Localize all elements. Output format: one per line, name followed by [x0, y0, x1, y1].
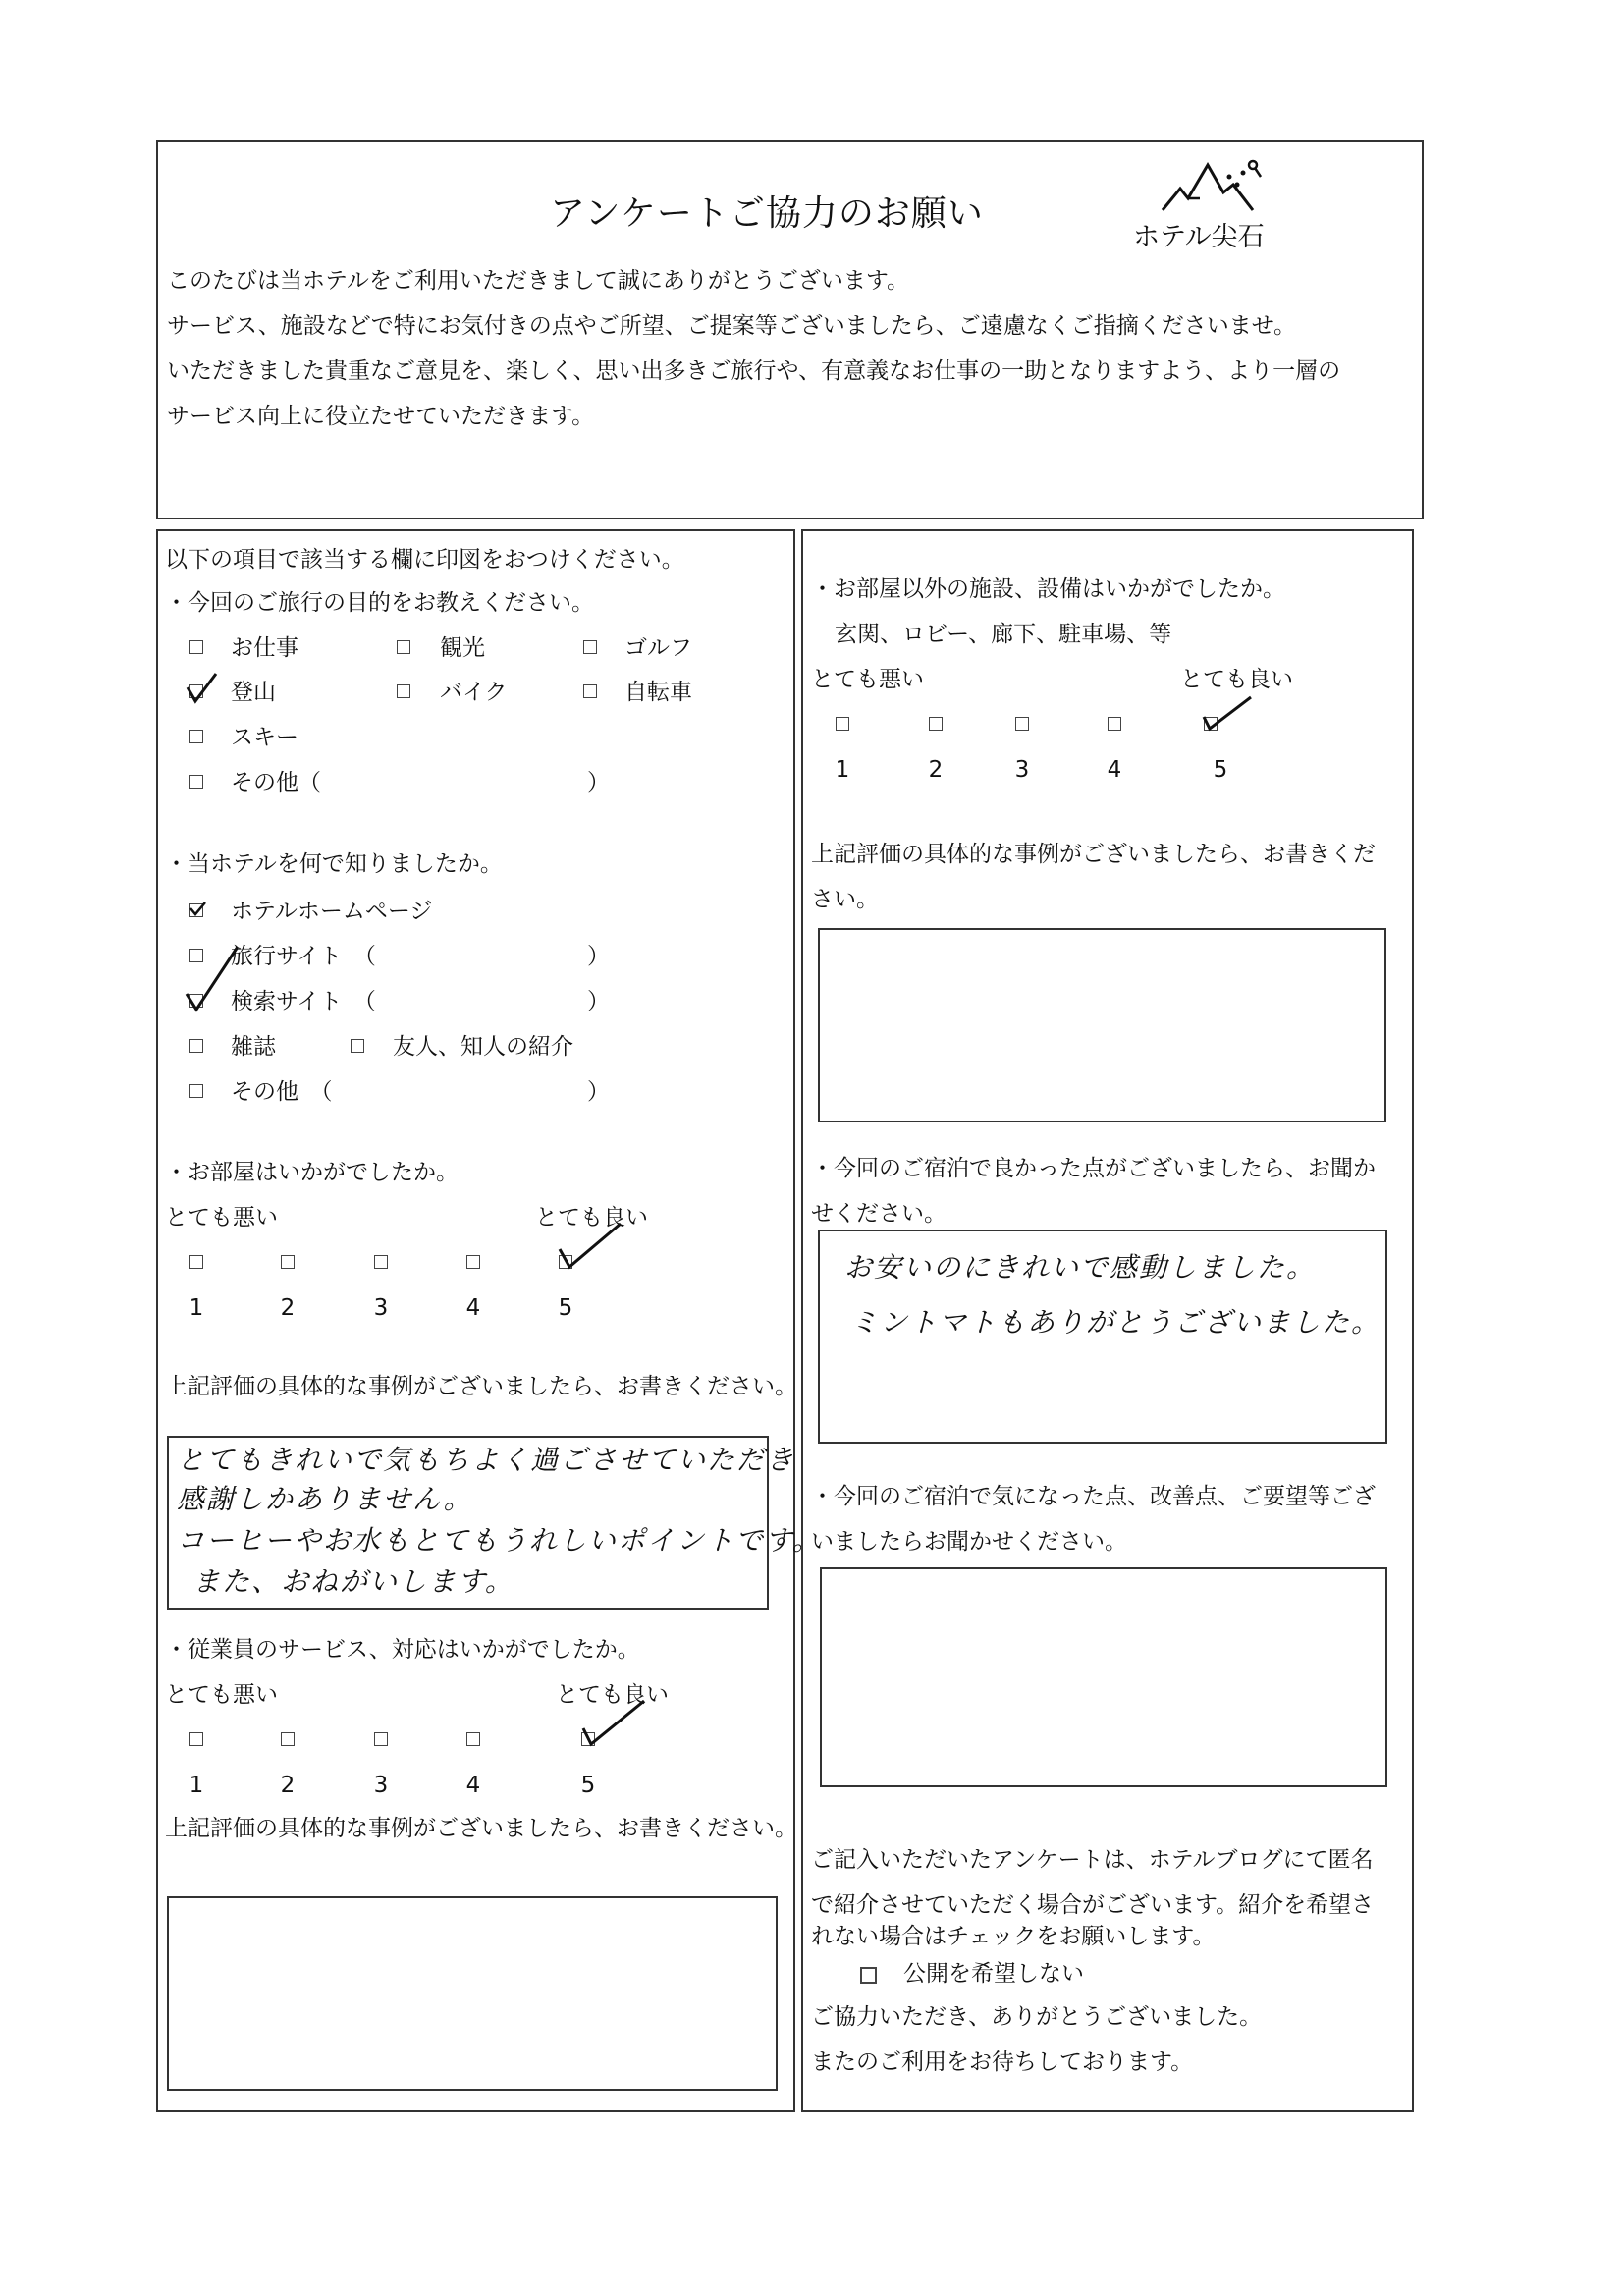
source-other-checkbox[interactable]	[189, 1084, 203, 1098]
room-comment-line-2: 感謝しかありません。	[177, 1483, 473, 1515]
staff-scale-5: 5	[580, 1773, 596, 1798]
purpose-sightseeing-label: 観光	[440, 635, 485, 661]
room-question: ・お部屋はいかがでしたか。	[165, 1160, 459, 1185]
notice-line-1: ご記入いただいたアンケートは、ホテルブログにて匿名	[811, 1847, 1374, 1873]
purpose-sightseeing-checkbox[interactable]	[397, 640, 410, 654]
opt-out-checkbox[interactable]	[860, 1967, 877, 1984]
purpose-ski-label: スキー	[231, 725, 298, 750]
facilities-comment-prompt-line-1: 上記評価の具体的な事例がございましたら、お書きくだ	[811, 842, 1376, 867]
good-points-comment-line-2: ミントマトもありがとうございました。	[850, 1306, 1381, 1339]
facilities-rating-1-checkbox[interactable]	[836, 717, 849, 731]
room-low-label: とても悪い	[165, 1205, 278, 1230]
room-scale-4: 4	[465, 1295, 481, 1321]
good-points-question-line-1: ・今回のご宿泊で良かった点がございましたら、お聞か	[811, 1156, 1376, 1181]
room-rating-4-checkbox[interactable]	[466, 1255, 480, 1269]
staff-scale-2: 2	[280, 1773, 296, 1798]
intro-line-1: このたびは当ホテルをご利用いただきまして誠にありがとうございます。	[167, 268, 910, 294]
room-high-label: とても良い	[535, 1205, 648, 1230]
facilities-comment-box[interactable]	[818, 928, 1386, 1122]
room-scale-3: 3	[373, 1295, 389, 1321]
staff-scale-1: 1	[189, 1773, 204, 1798]
facilities-scale-1: 1	[835, 757, 850, 783]
source-travel-site-close-paren: ）	[587, 944, 610, 969]
good-points-comment-line-1: お安いのにきれいで感動しました。	[844, 1251, 1317, 1284]
good-points-question-line-2: せください。	[811, 1201, 947, 1227]
purpose-climbing-check-mark-icon	[185, 672, 228, 705]
facilities-comment-prompt-line-2: さい。	[811, 887, 879, 912]
purpose-bicycle-checkbox[interactable]	[583, 684, 597, 698]
source-magazine-label: 雑誌	[231, 1034, 276, 1060]
room-comment-line-1: とてもきれいで気もちよく過ごさせていただき	[177, 1444, 796, 1476]
source-other-close-paren: ）	[587, 1079, 610, 1105]
facilities-rating-5-check-mark-icon	[1200, 695, 1255, 735]
staff-rating-2-checkbox[interactable]	[281, 1732, 295, 1746]
notice-line-2: で紹介させていただく場合がございます。紹介を希望さ	[811, 1892, 1375, 1918]
purpose-bike-label: バイク	[440, 680, 508, 705]
facilities-rating-4-checkbox[interactable]	[1108, 717, 1121, 731]
staff-rating-5-check-mark-icon	[579, 1699, 648, 1750]
room-rating-3-checkbox[interactable]	[374, 1255, 388, 1269]
source-search-site-label: 検索サイト （	[231, 989, 376, 1014]
staff-scale-3: 3	[373, 1773, 389, 1798]
facilities-scale-3: 3	[1014, 757, 1030, 783]
room-scale-2: 2	[280, 1295, 296, 1321]
purpose-bike-checkbox[interactable]	[397, 684, 410, 698]
thanks-line-1: ご協力いただき、ありがとうございました。	[811, 2004, 1263, 2030]
opt-out-label: 公開を希望しない	[903, 1961, 1084, 1987]
intro-line-4: サービス向上に役立たせていただきます。	[167, 404, 595, 429]
facilities-high-label: とても良い	[1180, 667, 1293, 692]
intro-line-2: サービス、施設などで特にお気付きの点やご所望、ご提案等ございましたら、ご遠慮なくご指摘くださいませ。	[167, 313, 1296, 339]
purpose-business-checkbox[interactable]	[189, 640, 203, 654]
room-comment-prompt: 上記評価の具体的な事例がございましたら、お書きください。	[165, 1374, 797, 1399]
room-comment-line-4: また、おねがいします。	[192, 1565, 514, 1598]
facilities-scale-4: 4	[1107, 757, 1122, 783]
purpose-business-label: お仕事	[231, 635, 298, 661]
improvements-question-line-1: ・今回のご宿泊で気になった点、改善点、ご要望等ござ	[811, 1484, 1376, 1509]
purpose-other-close-paren: ）	[587, 770, 610, 795]
staff-rating-4-checkbox[interactable]	[466, 1732, 480, 1746]
purpose-ski-checkbox[interactable]	[189, 730, 203, 743]
room-comment-line-3: コーヒーやお水もとてもうれしいポイントです。	[177, 1524, 822, 1557]
intro-line-3: いただきました貴重なご意見を、楽しく、思い出多きご旅行や、有意義なお仕事の一助となりますよう、より一層の	[167, 358, 1341, 384]
purpose-golf-label: ゴルフ	[624, 635, 692, 661]
purpose-bicycle-label: 自転車	[624, 680, 692, 705]
staff-scale-4: 4	[465, 1773, 481, 1798]
notice-line-3: れない場合はチェックをお願いします。	[811, 1924, 1216, 1949]
hotel-logo-mountain-icon	[1159, 155, 1267, 216]
staff-comment-box[interactable]	[167, 1896, 778, 2091]
facilities-question: ・お部屋以外の施設、設備はいかがでしたか。	[811, 576, 1285, 602]
staff-question: ・従業員のサービス、対応はいかがでしたか。	[165, 1637, 640, 1663]
source-question: ・当ホテルを何で知りましたか。	[165, 851, 503, 877]
facilities-low-label: とても悪い	[811, 667, 924, 692]
facilities-examples: 玄関、ロビー、廊下、駐車場、等	[835, 622, 1172, 647]
staff-rating-3-checkbox[interactable]	[374, 1732, 388, 1746]
purpose-question: ・今回のご旅行の目的をお教えください。	[165, 590, 594, 616]
purpose-climbing-label: 登山	[231, 680, 276, 705]
room-rating-2-checkbox[interactable]	[281, 1255, 295, 1269]
source-friend-label: 友人、知人の紹介	[393, 1034, 573, 1060]
purpose-other-label: その他（	[231, 770, 321, 795]
room-rating-5-check-mark-icon	[556, 1222, 624, 1273]
facilities-scale-2: 2	[928, 757, 944, 783]
improvements-question-line-2: いましたらお聞かせください。	[811, 1529, 1127, 1555]
thanks-line-2: またのご利用をお待ちしております。	[811, 2050, 1194, 2075]
hotel-logo-text: ホテル尖石	[1133, 222, 1265, 252]
improvements-comment-box[interactable]	[820, 1567, 1387, 1787]
staff-high-label: とても良い	[556, 1682, 669, 1708]
staff-comment-prompt: 上記評価の具体的な事例がございましたら、お書きください。	[165, 1816, 797, 1841]
room-scale-5: 5	[558, 1295, 573, 1321]
source-search-site-close-paren: ）	[587, 989, 610, 1014]
staff-rating-1-checkbox[interactable]	[189, 1732, 203, 1746]
source-friend-checkbox[interactable]	[351, 1039, 364, 1053]
source-homepage-label: ホテルホームページ	[231, 899, 433, 924]
page-title: アンケートご協力のお願い	[550, 193, 984, 234]
purpose-golf-checkbox[interactable]	[583, 640, 597, 654]
facilities-rating-2-checkbox[interactable]	[929, 717, 943, 731]
facilities-scale-5: 5	[1213, 757, 1228, 783]
source-homepage-check-mark-icon	[188, 900, 209, 919]
room-rating-1-checkbox[interactable]	[189, 1255, 203, 1269]
staff-low-label: とても悪い	[165, 1682, 278, 1708]
source-magazine-checkbox[interactable]	[189, 1039, 203, 1053]
room-scale-1: 1	[189, 1295, 204, 1321]
source-travel-site-label: 旅行サイト （	[231, 944, 376, 969]
instruction-text: 以下の項目で該当する欄に印図をおつけください。	[165, 547, 684, 573]
facilities-rating-3-checkbox[interactable]	[1015, 717, 1029, 731]
purpose-other-checkbox[interactable]	[189, 775, 203, 789]
source-other-label: その他 （	[231, 1079, 333, 1105]
